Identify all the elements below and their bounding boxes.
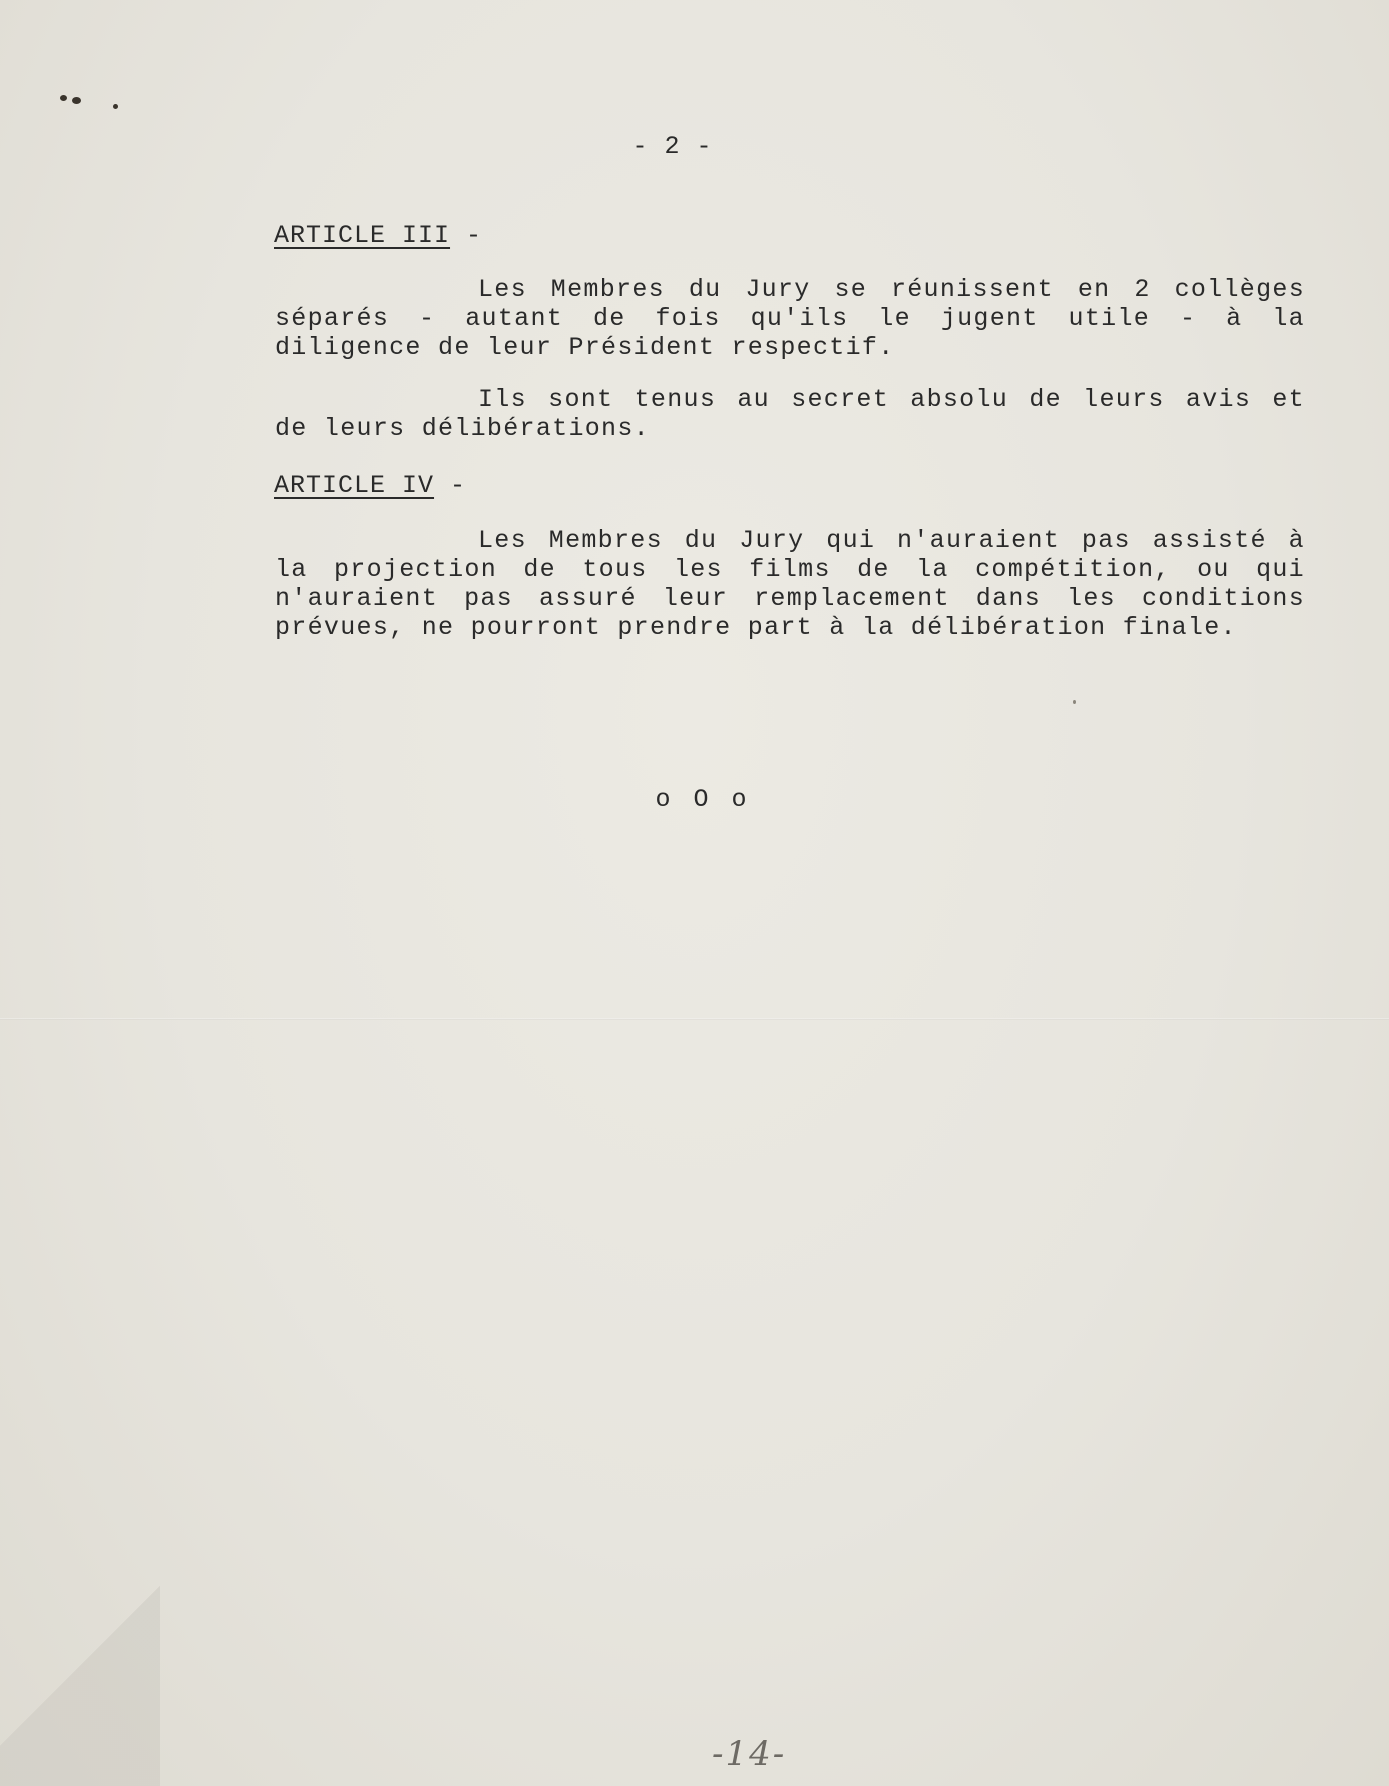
paper-fold xyxy=(0,1018,1389,1020)
article-iii-paragraph-1 xyxy=(275,275,1305,362)
article-iv-paragraph-1 xyxy=(275,526,1305,642)
article-iii-title: ARTICLE III xyxy=(274,221,451,250)
heading-dash: - xyxy=(434,471,467,500)
article-iii-paragraph-2 xyxy=(275,385,1305,443)
paragraph-text: Les Membres du Jury se réunissent en 2 collèges séparés - autant de fois qu'ils le jugent utile - à la diligence de leur Président respectif. xyxy=(275,275,1305,362)
ink-speck xyxy=(60,95,67,101)
ink-speck xyxy=(113,104,118,109)
paragraph-text: Ils sont tenus au secret absolu de leurs avis et de leurs délibérations. xyxy=(275,385,1305,443)
handwritten-page-number: -14- xyxy=(712,1734,787,1774)
folded-corner xyxy=(0,1546,160,1786)
closing-separator: o O o xyxy=(655,785,751,814)
article-iv-title: ARTICLE IV xyxy=(274,471,435,500)
page-number: - 2 - xyxy=(632,132,713,161)
article-iii-heading xyxy=(274,221,482,250)
ink-speck xyxy=(72,97,81,104)
ink-speck xyxy=(1073,700,1076,704)
paragraph-text: Les Membres du Jury qui n'auraient pas assisté à la projection de tous les films de la compétition, ou qui n'auraient pas assuré leur remplacement dans les conditions prévues, ne pourront prendre part à la délibération finale. xyxy=(275,526,1305,642)
article-iv-heading xyxy=(274,471,466,500)
heading-dash: - xyxy=(450,221,483,250)
